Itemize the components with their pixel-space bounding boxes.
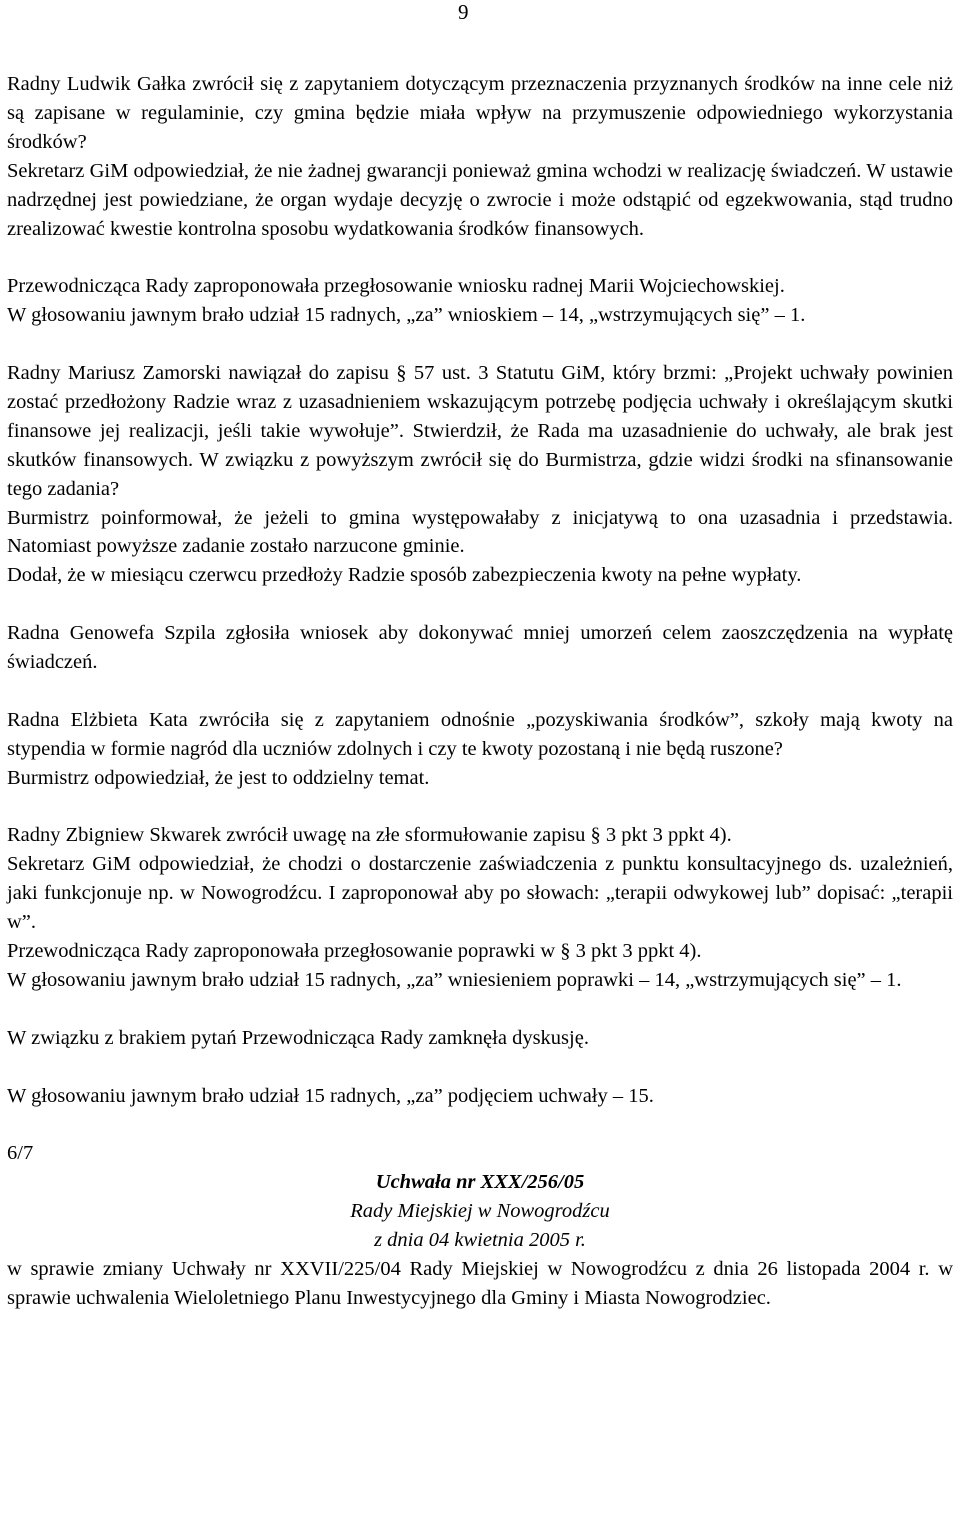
paragraph-skwarek-remark: Radny Zbigniew Skwarek zwrócił uwagę na złe sformułowanie zapisu § 3 pkt 3 ppkt 4). bbox=[7, 824, 732, 847]
paragraph-szpila-motion: Radna Genowefa Szpila zgłosiła wniosek aby dokonywać mniej umorzeń celem zaoszczędzenia na wypłatę świadczeń. bbox=[7, 622, 953, 674]
paragraph-vote-result-2: W głosowaniu jawnym brało udział 15 radnych, „za” wniesieniem poprawki – 14, „wstrzymujących się” – 1. bbox=[7, 969, 902, 992]
paragraph-mayor-informed: Burmistrz poinformował, że jeżeli to gmina występowałaby z inicjatywą to ona uzasadnia i przedstawia. Natomiast powyższe zadanie zostało narzucone gminie. bbox=[7, 506, 953, 558]
section-label: 6/7 bbox=[7, 1142, 34, 1165]
paragraph-gap bbox=[7, 995, 953, 1024]
paragraph-zamorski-statute: Radny Mariusz Zamorski nawiązał do zapisu § 57 ust. 3 Statutu GiM, który brzmi: „Projekt uchwały powinien zostać przedłożony Radzie wraz z uzasadnieniem wskazującym potrzebę podjęcia uchwały i określającym skutki finansowe jej realizacji, jeśli takie wywołuje”. Stwierdził, że Rada ma uzasadnienie do uchwały, ale brak jest skutków finansowych. W związku z powyższym zwrócił się do Burmistrza, gdzie widzi środki na sfinansowanie tego zadania? bbox=[7, 362, 953, 500]
paragraph-gap bbox=[7, 1053, 953, 1082]
paragraph-kata-question: Radna Elżbieta Kata zwróciła się z zapytaniem odnośnie „pozyskiwania środków”, szkoły mają kwoty na stypendia w formie nagród dla uczniów zdolnych i czy te kwoty pozostaną i nie będą ruszone? bbox=[7, 708, 953, 760]
resolution-subject: w sprawie zmiany Uchwały nr XXVII/225/04 Rady Miejskiej w Nowogrodźcu z dnia 26 listopada 2004 r. w sprawie uchwalenia Wieloletniego Planu Inwestycyjnego dla Gminy i Miasta Nowogrodziec. bbox=[7, 1258, 953, 1309]
page-number: 9 bbox=[458, 0, 469, 24]
resolution-date: z dnia 04 kwietnia 2005 r. bbox=[374, 1229, 586, 1252]
paragraph-secretary-answer: Sekretarz GiM odpowiedział, że nie żadnej gwarancji ponieważ gmina wchodzi w realizację świadczeń. W ustawie nadrzędnej jest powiedziane, że organ wydaje decyzję o zwrocie i może odstąpić od egzekwowania, stąd trudno zrealizować kwestie kontrolna sposobu wydatkowania środków finansowych. bbox=[7, 159, 953, 240]
paragraph-mayor-added: Dodał, że w miesiącu czerwcu przedłoży Radzie sposób zabezpieczenia kwoty na pełne wypłaty. bbox=[7, 564, 802, 587]
paragraph-secretary-explanation: Sekretarz GiM odpowiedział, że chodzi o dostarczenie zaświadczenia z punktu konsultacyjnego ds. uzależnień, jaki funkcjonuje np. w Nowogrodźcu. I zaproponował aby po słowach: „terapii odwykowej lub” dopisać: „terapii w”. bbox=[7, 853, 953, 934]
paragraph-vote-result-1: W głosowaniu jawnym brało udział 15 radnych, „za” wnioskiem – 14, „wstrzymujących się” – 1. bbox=[7, 304, 806, 327]
paragraph-gap bbox=[7, 1111, 953, 1140]
paragraph-gap bbox=[7, 243, 953, 272]
paragraph-gap bbox=[7, 677, 953, 706]
resolution-title: Uchwała nr XXX/256/05 bbox=[375, 1171, 585, 1194]
paragraph-gap bbox=[7, 590, 953, 619]
paragraph-discussion-closed: W związku z brakiem pytań Przewodnicząca Rady zamknęła dyskusję. bbox=[7, 1026, 589, 1049]
paragraph-galka-question: Radny Ludwik Gałka zwrócił się z zapytaniem dotyczącym przeznaczenia przyznanych środków na inne cele niż są zapisane w regulaminie, czy gmina będzie miała wpływ na przymuszenie odpowiedniego wykorzystania środków? bbox=[7, 73, 953, 153]
resolution-issuer: Rady Miejskiej w Nowogrodźcu bbox=[350, 1200, 610, 1223]
paragraph-chair-amendment: Przewodnicząca Rady zaproponowała przegłosowanie poprawki w § 3 pkt 3 ppkt 4). bbox=[7, 940, 702, 963]
paragraph-vote-result-final: W głosowaniu jawnym brało udział 15 radnych, „za” podjęciem uchwały – 15. bbox=[7, 1084, 654, 1107]
paragraph-chair-proposal: Przewodnicząca Rady zaproponowała przegłosowanie wniosku radnej Marii Wojciechowskiej. bbox=[7, 275, 785, 298]
paragraph-gap bbox=[7, 793, 953, 822]
paragraph-mayor-reply: Burmistrz odpowiedział, że jest to oddzielny temat. bbox=[7, 766, 430, 789]
paragraph-gap bbox=[7, 330, 953, 359]
document-body bbox=[7, 70, 953, 1313]
